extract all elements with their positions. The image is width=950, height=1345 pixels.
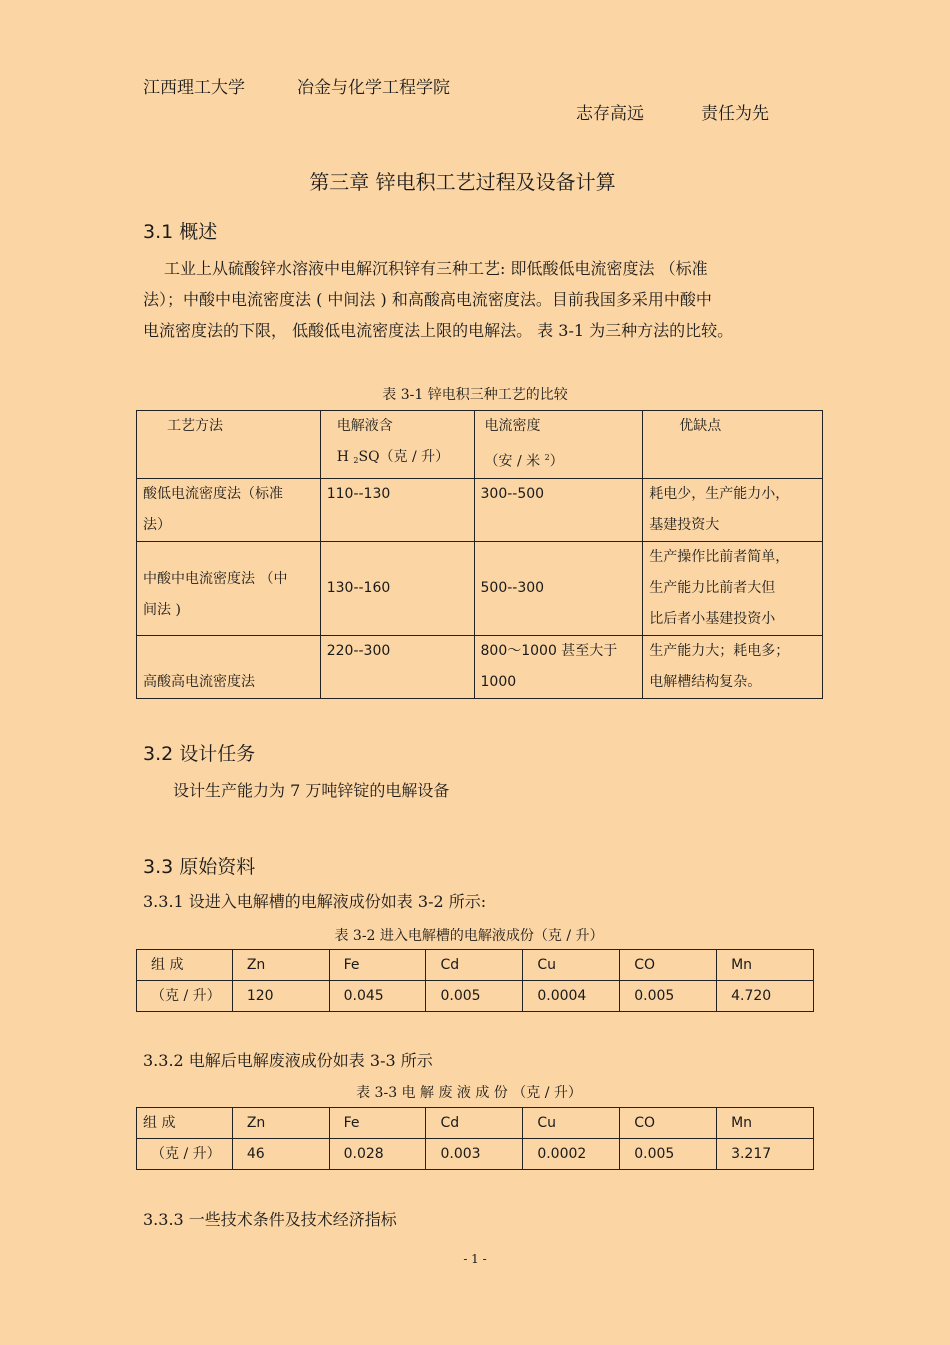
table-cell: 220--300 [320,635,474,698]
row2-pros-2: 生产能力比前者大但 [649,579,776,596]
table-header-cell [137,411,321,479]
table-cell: 0.005 [620,1139,717,1170]
table-3-3 [136,1107,814,1170]
table-header-cell: CO [620,1108,717,1139]
header-cd-line-1: 电流密度 [484,418,541,434]
table-header-cell: Zn [232,1108,329,1139]
table-row [137,1139,814,1170]
table-row [137,981,814,1012]
table-header-cell: Mn [717,1108,814,1139]
table-header-cell: Fe [329,1108,426,1139]
header-cd-a: （安 / 米 [484,453,545,470]
table-cell: 4.720 [717,981,814,1012]
table-cell [137,478,321,541]
table-cell [643,635,823,698]
table-header-cell: Zn [232,950,329,981]
table-header-cell: CO [620,950,717,981]
table-cell: 0.045 [329,981,426,1012]
header-method: 工艺方法 [167,418,223,434]
header-motto-1: 志存高远 [576,104,644,124]
table-row [137,1108,814,1139]
header-college: 冶金与化学工程学院 [297,78,450,98]
section-3-3-1: 3.3.1 设进入电解槽的电解液成份如表 3-2 所示: [143,892,487,911]
table-header-cell: Mn [717,950,814,981]
table-row [137,950,814,981]
table-header-cell: Cu [523,1108,620,1139]
table-row [137,478,823,541]
table-3-3-caption: 表 3-3 电 解 废 液 成 份 （克 / 升） [356,1085,582,1101]
row2-method-1: 中酸中电流密度法 （中 [143,571,288,588]
row3-pros-1: 生产能力大；耗电多； [649,642,790,659]
section-3-2-text: 设计生产能力为 7 万吨锌锭的电解设备 [173,781,450,800]
table-cell: 500--300 [474,541,643,635]
table-cell: 高酸高电流密度法 [137,635,321,698]
table-cell: 0.005 [620,981,717,1012]
row2-pros-1: 生产操作比前者简单， [649,548,790,565]
table-cell: 0.003 [426,1139,523,1170]
table-cell: （克 / 升） [137,1139,233,1170]
section-3-1-title: 3.1 概述 [143,221,218,243]
table-row [137,541,823,635]
row1-method-2: 法） [143,516,171,533]
table-cell [643,478,823,541]
table-cell: 130--160 [320,541,474,635]
header-conc-line-2 [337,442,468,476]
table-cell: （克 / 升） [137,981,233,1012]
header-conc-sub: 2 [353,456,359,465]
row2-method-2: 间法 ) [143,602,181,619]
section-3-3-3: 3.3.3 一些技术条件及技术经济指标 [143,1210,397,1229]
table-cell: 300--500 [474,478,643,541]
table-cell: 0.028 [329,1139,426,1170]
table-header-cell: Cd [426,1108,523,1139]
table-cell: 3.217 [717,1139,814,1170]
row3-pros-2: 电解槽结构复杂。 [649,673,762,690]
table-3-2-caption: 表 3-2 进入电解槽的电解液成份（克 / 升） [334,928,604,944]
row1-method-1: 酸低电流密度法（标准 [143,485,283,502]
table-3-1 [136,410,823,699]
section-3-1-line-1: 工业上从硫酸锌水溶液中电解沉积锌有三种工艺: 即低酸低电流密度法 （标准 [164,259,708,278]
header-university: 江西理工大学 [143,78,245,98]
row1-pros-2: 基建投资大 [649,516,720,533]
row1-pros-1: 耗电少，生产能力小， [649,485,790,502]
table-row [137,411,823,479]
table-cell: 110--130 [320,478,474,541]
row3-cd-1: 800～1000 甚至大于 [480,642,618,659]
section-3-3-2: 3.3.2 电解后电解废液成份如表 3-3 所示 [143,1051,433,1070]
table-cell [643,541,823,635]
table-header-cell: Fe [329,950,426,981]
table-cell [137,541,321,635]
header-cd-line-2 [485,442,637,478]
row2-pros-3: 比后者小基建投资小 [649,610,776,627]
table-3-1-caption: 表 3-1 锌电积三种工艺的比较 [382,387,568,403]
table-cell: 0.0004 [523,981,620,1012]
header-cd-sup: 2 [544,453,550,462]
table-header-cell [474,411,643,479]
chapter-title: 第三章 锌电积工艺过程及设备计算 [309,170,616,194]
page-number: - 1 - [463,1252,487,1266]
table-header-cell: Cd [426,950,523,981]
header-conc-a: H [336,449,354,465]
table-cell [474,635,643,698]
table-cell: 0.005 [426,981,523,1012]
table-row [137,635,823,698]
header-conc-line-1: 电解液含 [336,418,393,434]
table-header-cell [320,411,474,479]
table-header-cell: 组 成 [137,950,233,981]
table-cell: 120 [232,981,329,1012]
row3-cd-2: 1000 [480,673,517,690]
section-3-1-line-3: 电流密度法的下限， 低酸低电流密度法上限的电解法。 表 3-1 为三种方法的比较。 [143,321,734,340]
header-conc-b: SQ（克 / 升） [358,449,450,465]
table-header-cell: Cu [523,950,620,981]
table-3-2 [136,949,814,1012]
section-3-2-title: 3.2 设计任务 [143,743,256,765]
table-cell: 46 [232,1139,329,1170]
section-3-3-title: 3.3 原始资料 [143,856,256,878]
header-motto-2: 责任为先 [701,104,769,124]
table-header-cell [643,411,823,479]
header-pros: 优缺点 [679,418,722,434]
table-header-cell: 组 成 [137,1108,233,1139]
table-cell: 0.0002 [523,1139,620,1170]
section-3-1-line-2: 法）；中酸中电流密度法 ( 中间法 ) 和高酸高电流密度法。目前我国多采用中酸中 [143,290,712,309]
header-cd-b: ） [549,453,564,470]
